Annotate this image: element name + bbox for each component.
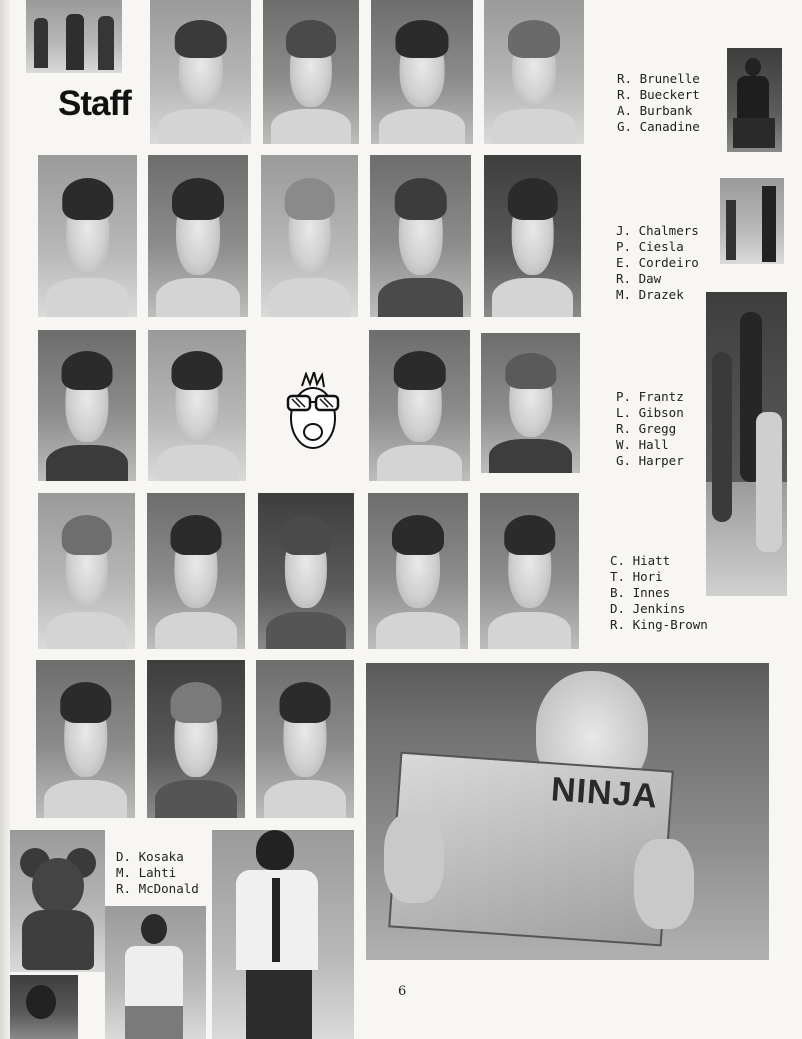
staff-portrait-bueckert (263, 0, 359, 144)
staff-name: W. Hall (616, 437, 669, 452)
staff-name: C. Hiatt (610, 553, 671, 568)
smiley-mascot-icon (282, 372, 344, 452)
staff-portrait-chalmers (38, 155, 137, 317)
staff-portrait-frantz (38, 330, 136, 481)
staff-portrait-drazek (484, 155, 581, 317)
candid-photo-reading-magazine (366, 663, 769, 960)
candid-photo-teacher-standing (212, 830, 354, 1039)
staff-name: R. Gregg (616, 421, 677, 436)
staff-name: J. Chalmers (616, 223, 699, 238)
name-list-row-1 (617, 71, 700, 135)
staff-name: E. Cordeiro (616, 255, 699, 270)
staff-name: R. Brunelle (617, 71, 700, 86)
staff-name: T. Hori (610, 569, 663, 584)
staff-name: R. Daw (616, 271, 662, 286)
staff-name: R. Bueckert (617, 87, 700, 102)
staff-name: R. King-Brown (610, 617, 708, 632)
staff-name: D. Kosaka (116, 849, 184, 864)
page-title: Staff (58, 84, 131, 123)
candid-photo-hallway (720, 178, 784, 264)
candid-photo-volleyball (706, 292, 787, 596)
candid-photo-seated-man (727, 48, 782, 152)
staff-portrait-canadine (484, 0, 584, 144)
name-list-row-3 (616, 389, 684, 469)
page-edge-shadow (0, 0, 10, 1039)
staff-name: D. Jenkins (610, 601, 686, 616)
candid-photo-group (26, 0, 122, 73)
staff-portrait-hiatt (38, 493, 135, 649)
staff-portrait-ciesla (148, 155, 248, 317)
staff-name: P. Ciesla (616, 239, 684, 254)
candid-photo-teddy-bear (10, 830, 105, 972)
name-list-row-4 (610, 553, 708, 633)
staff-portrait-jenkins (368, 493, 468, 649)
staff-portrait-king-brown (480, 493, 579, 649)
staff-name: R. McDonald (116, 881, 199, 896)
staff-portrait-cordeiro (261, 155, 358, 317)
staff-portrait-daw (370, 155, 471, 317)
staff-portrait-gregg (369, 330, 470, 481)
staff-name: M. Lahti (116, 865, 177, 880)
staff-name: L. Gibson (616, 405, 684, 420)
staff-name: A. Burbank (617, 103, 693, 118)
staff-portrait-hori (147, 493, 245, 649)
candid-photo-student (10, 975, 78, 1039)
staff-name: P. Frantz (616, 389, 684, 404)
staff-portrait-kosaka (36, 660, 135, 818)
staff-portrait-lahti (147, 660, 245, 818)
staff-portrait-innes (258, 493, 354, 649)
staff-portrait-mcdonald (256, 660, 354, 818)
staff-portrait-hall (481, 333, 580, 473)
page-number: 6 (398, 984, 407, 999)
staff-name: G. Harper (616, 453, 684, 468)
staff-name: B. Innes (610, 585, 671, 600)
name-list-row-2 (616, 223, 699, 303)
staff-name: G. Canadine (617, 119, 700, 134)
candid-photo-tshirt (105, 906, 206, 1039)
staff-portrait-gibson (148, 330, 246, 481)
name-list-row-5 (116, 849, 199, 897)
magazine-title: NINJA (549, 770, 660, 816)
staff-name: M. Drazek (616, 287, 684, 302)
staff-portrait-burbank (371, 0, 473, 144)
staff-portrait-brunelle (150, 0, 251, 144)
